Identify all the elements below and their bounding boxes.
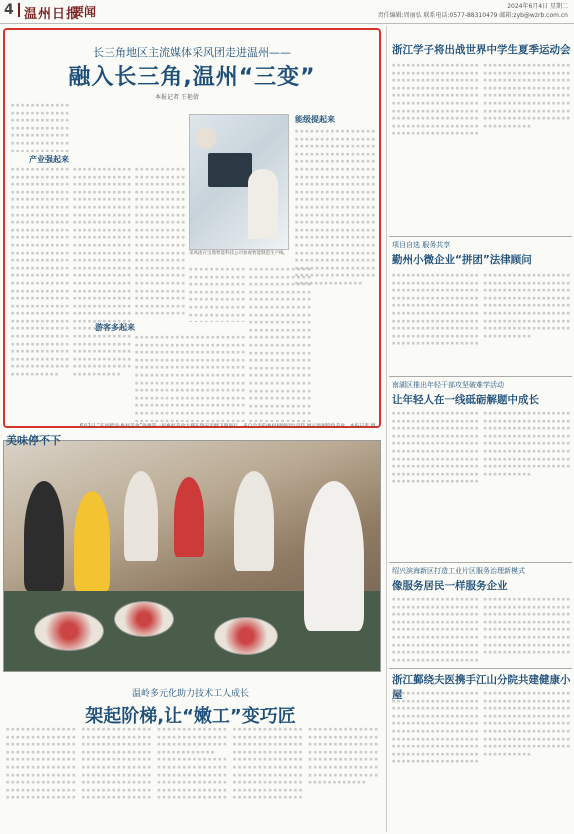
paper-logo: 温州日报 [24, 7, 81, 22]
right-story-kicker: 南湖区推出年轻干部攻坚破难学活动 [392, 381, 504, 389]
right-story-title[interactable]: 像服务居民一样服务企业 [392, 580, 508, 592]
person-figure [196, 127, 216, 149]
food-photo-caption: 6月1日,“长风破浪·乡村美食”温州第一届乡村美食大赛在瑞安市塘下镇举行。来自全市的乡村厨师同台竞技,展示温州特色美食。本报记者 摄 [80, 424, 376, 429]
chef-figure [124, 471, 158, 561]
column-divider [386, 26, 387, 832]
issue-info [368, 2, 568, 20]
body-text-column [295, 128, 375, 422]
lead-photo-caption: 采风团在宝鼎智能科技公司参观智能制造生产线。 [189, 251, 288, 256]
editor-contact: 责任编辑:周丽弘 联系电话:0577-88310479 邮箱:zyb@wzrb.com.cn [377, 12, 568, 19]
chef-figure [174, 477, 204, 557]
subhead-tourism: 游客多起来 [95, 323, 135, 332]
bowl-figure [114, 601, 174, 637]
page-number: 4 [4, 2, 14, 18]
right-story-kicker: 项目自选 服务共享 [392, 241, 451, 249]
body-text-column [11, 102, 69, 152]
body-text-column [392, 410, 570, 560]
masthead-divider [18, 3, 20, 17]
story-divider [389, 562, 572, 563]
bowl-figure [214, 617, 278, 655]
masthead [0, 0, 574, 24]
body-text-column [11, 166, 69, 422]
subhead-industry: 产业强起来 [29, 155, 69, 164]
right-story-title[interactable]: 让年轻人在一线砥砺解题中成长 [392, 394, 539, 406]
subhead-capacity: 能级提起来 [295, 115, 335, 124]
body-text-column [6, 726, 378, 830]
body-text-column [392, 62, 570, 232]
lead-story[interactable] [3, 28, 381, 428]
right-story-title[interactable]: 浙江鄞绕夫医携手江山分院共建健康小屋 [392, 674, 571, 701]
lead-headline[interactable]: 融入长三角,温州“三变” [68, 65, 316, 90]
monitor-figure [208, 153, 252, 187]
food-kicker: 温岭多元化助力技术工人成长 [131, 689, 249, 699]
bowl-figure [34, 611, 104, 651]
body-text-column [189, 266, 245, 322]
food-headline[interactable]: 架起阶梯,让“嫩工”变巧匠 [85, 706, 296, 727]
story-divider [389, 236, 572, 237]
body-text-column [392, 690, 570, 830]
body-text-column [135, 166, 185, 316]
lead-photo [189, 114, 289, 250]
body-text-column [392, 272, 570, 372]
issue-date: 2024年6月4日 星期二 [507, 3, 568, 10]
lead-kicker: 长三角地区主流媒体采风团走进温州—— [93, 46, 291, 59]
story-divider [389, 376, 572, 377]
chef-figure [24, 481, 64, 591]
food-photo [3, 440, 381, 672]
chef-figure [234, 471, 274, 571]
section-name: 要闻 [72, 5, 97, 19]
chef-figure [304, 481, 364, 631]
lead-byline: 本报记者 王艳倩 [155, 94, 199, 101]
chef-figure [74, 491, 110, 591]
right-story-title[interactable]: 勤州小微企业“拼团”法律顾问 [392, 254, 532, 266]
story-divider [389, 668, 572, 669]
food-section-title: 美味停不下 [6, 434, 61, 447]
right-story-title[interactable]: 浙江学子将出战世界中学生夏季运动会 [392, 44, 571, 56]
right-story-kicker: 绍兴滨海新区打造工业片区服务治理新模式 [392, 567, 525, 575]
body-text-column [392, 596, 570, 666]
body-text-column [135, 334, 245, 422]
body-text-column [73, 166, 131, 422]
person-figure [248, 169, 278, 239]
